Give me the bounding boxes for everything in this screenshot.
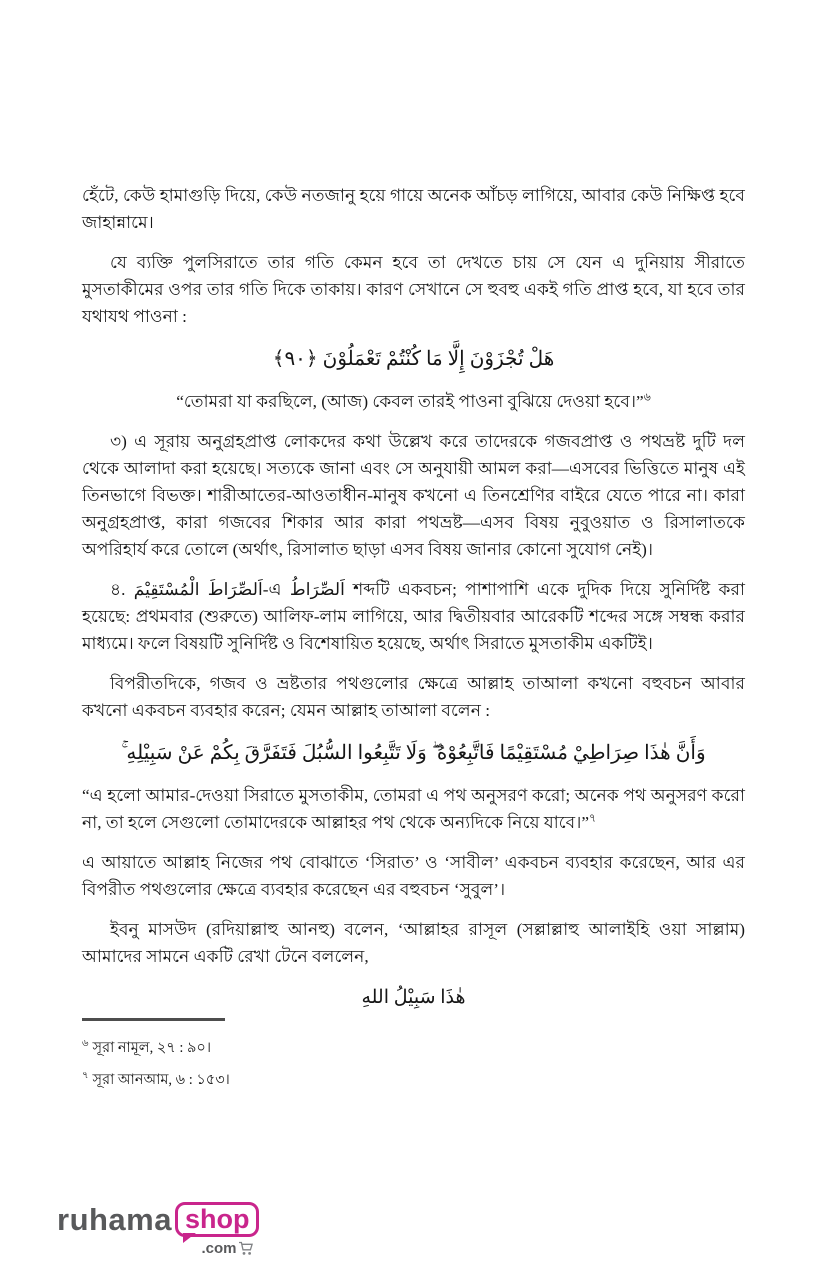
- footnote-1-text: সূরা নামূল, ২৭ : ৯০।: [92, 1039, 212, 1056]
- paragraph-pulsirat: যে ব্যক্তি পুলসিরাতে তার গতি কেমন হবে তা দেখতে চায় সে যেন এ দুনিয়ায় সীরাতে মুসতাকীমের ওপর তার গতি দিকে তাকায়। কারণ সেখানে সে হুবহু একই গতি প্রাপ্ত হবে, যা হবে তার যথাযথ পাওনা :: [82, 253, 745, 326]
- verse-2-translation-text: “এ হলো আমার-দেওয়া সিরাতে মুসতাকীম, তোমরা এ পথ অনুসরণ করো; অনেক পথ অনুসরণ করো না, তা হলে সেগুলো তোমাদেরকে আল্লাহর পথ থেকে অন্যদিকে নিয়ে যাবে।”: [82, 786, 745, 832]
- ruhamashop-logo: [57, 1202, 259, 1256]
- arabic-verse-1: هَلْ تُجْزَوْنَ إِلَّا مَا كُنْتُمْ تَعْمَلُوْنَ ﴿٩٠﴾: [272, 348, 555, 370]
- arabic-verse-2: وَأَنَّ هٰذَا صِرَاطِيْ مُسْتَقِيْمًا فَاتَّبِعُوْهُ ۖ وَلَا تَتَّبِعُوا السُّبُلَ فَتَفَرَّقَ بِكُمْ عَنْ سَبِيْلِهِ ۚ: [121, 742, 706, 764]
- paragraph-point-4: ৪. اَلصِّرَاطَ الْمُسْتَقِيْمَ-এ اَلصِّرَاطُ শব্দটি একবচন; পাশাপাশি একে দুদিক দিয়ে সুনির্দিষ্ট করা হয়েছে: প্রথমবার (শুরুতে) আলিফ-লাম লাগিয়ে, আর দ্বিতীয়বার আরেকটি শব্দের সঙ্গে সম্বন্ধ করার মাধ্যমে। ফলে বিষয়টি সুনির্দিষ্ট ও বিশেষায়িত হয়েছে, অর্থাৎ সিরাতে মুসতাকীম একটিই।: [82, 580, 745, 653]
- verse-2-translation: [82, 782, 745, 836]
- paragraph-point-3: ৩) এ সূরায় অনুগ্রহপ্রাপ্ত লোকদের কথা উল্লেখ করে তাদেরকে গজবপ্রাপ্ত ও পথভ্রষ্ট দুটি দল থেকে আলাদা করা হয়েছে। সত্যকে জানা এবং সে অনুযায়ী আমল করা—এসবের ভিত্তিতে মানুষ এই তিনভাগে বিভক্ত। শারীআতের-আওতাধীন-মানুষ কখনো এ তিনশ্রেণির বাইরে যেতে পারে না। কারা অনুগ্রহপ্রাপ্ত, কারা গজবের শিকার আর কারা পথভ্রষ্ট—এসব বিষয় নুবুওয়াত ও রিসালাতকে অপরিহার্য করে তোলে (অর্থাৎ, রিসালাত ছাড়া এসব বিষয় জানার কোনো সুযোগ নেই)।: [82, 432, 745, 559]
- footnote-ref-6: ৬: [643, 391, 651, 404]
- footnote-ref-7: ৭: [589, 812, 597, 825]
- paragraph-jahannam: হেঁটে, কেউ হামাগুড়ি দিয়ে, কেউ নতজানু হয়ে গায়ে অনেক আঁচড় লাগিয়ে, আবার কেউ নিক্ষিপ্ত হবে জাহান্নামে।: [82, 186, 745, 232]
- shopping-cart-icon: [238, 1241, 255, 1256]
- logo-bubble-text: shop: [184, 1204, 250, 1234]
- footnote-1-marker: ৬: [82, 1038, 89, 1049]
- verse-1-translation: [82, 388, 745, 415]
- paragraph-ibn-masud: ইবনু মাসউদ (রদিয়াল্লাহু আনহু) বলেন, ‘আল্লাহর রাসূল (সল্লাল্লাহু আলাইহি ওয়া সাল্লাম) আমাদের সামনে একটি রেখা টেনে বললেন,: [82, 920, 745, 966]
- logo-shop-bubble: [175, 1202, 260, 1237]
- footnote-2: [82, 1062, 582, 1094]
- footnote-2-text: সূরা আনআম, ৬ : ১৫৩।: [92, 1071, 230, 1088]
- paragraph-sirat-sabil: এ আয়াতে আল্লাহ নিজের পথ বোঝাতে ‘সিরাত’ ও ‘সাবীল’ একবচন ব্যবহার করেছেন, আর এর বিপরীত পথগুলোর ক্ষেত্রে ব্যবহার করেছেন এর বহুবচন ‘সুবুল’।: [82, 853, 745, 899]
- footnote-1: [82, 1030, 582, 1062]
- page-body-text: [82, 182, 745, 1026]
- speech-bubble-tail-icon: [183, 1233, 196, 1243]
- logo-brand-text: ruhama: [57, 1201, 172, 1237]
- arabic-line-sabilullah: هٰذَا سَبِيْلُ اللهِ: [361, 987, 466, 1008]
- verse-1-translation-text: “তোমরা যা করছিলে, (আজ) কেবল তারই পাওনা বুঝিয়ে দেওয়া হবে।”: [176, 392, 644, 411]
- paragraph-plural-singular: বিপরীতদিকে, গজব ও ভ্রষ্টতার পথগুলোর ক্ষেত্রে আল্লাহ তাআলা কখনো বহুবচন আবার কখনো একবচন ব্যবহার করেন; যেমন আল্লাহ তাআলা বলেন :: [82, 674, 745, 720]
- logo-main-row: [57, 1202, 259, 1237]
- footnote-section: [82, 1018, 582, 1094]
- footnote-2-marker: ৭: [82, 1069, 89, 1081]
- footnote-divider: [82, 1018, 225, 1021]
- logo-domain-row: [57, 1241, 259, 1256]
- logo-domain-text: .com: [201, 1240, 237, 1257]
